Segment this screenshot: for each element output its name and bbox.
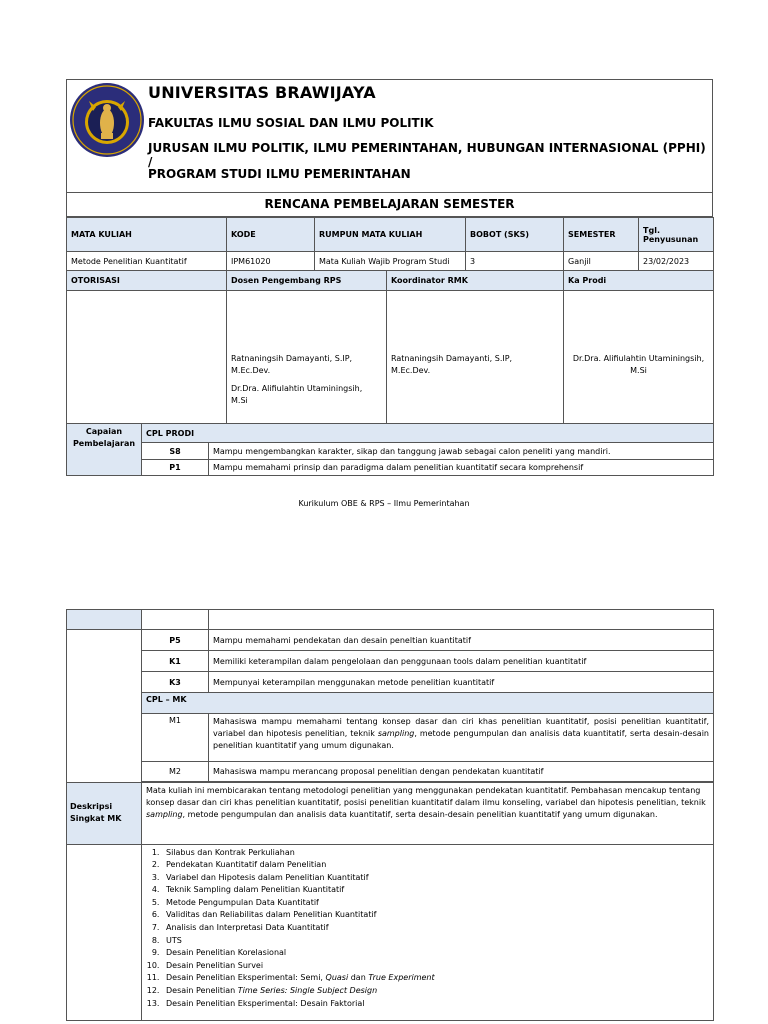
head-name: Dr.Dra. Alifiulahtin Utaminingsih, [572, 354, 705, 363]
continuation-code-cell [142, 610, 209, 630]
outcome-row-p5 [67, 630, 714, 651]
outcome-code: P5 [142, 630, 209, 651]
topic-item: 9. Desain Penelitian Korelasional [162, 947, 709, 960]
developer-1-title: M.Ec.Dev. [231, 366, 271, 375]
course-group: Mata Kuliah Wajib Program Studi [315, 252, 466, 271]
outcome-code: K1 [142, 651, 209, 672]
label-capaian: Capaian [85, 427, 123, 436]
topic-11-quasi: Quasi [325, 973, 349, 983]
learning-outcomes-table-p1 [66, 423, 714, 476]
topic-item: 7. Analisis dan Interpretasi Data Kuantitatif [162, 922, 709, 935]
outcome-text: Memiliki keterampilan dalam pengelolaan dan penggunaan tools dalam penelitian kuantitatif [209, 651, 714, 672]
course-date: 23/02/2023 [639, 252, 714, 271]
description-text-a: Mata kuliah ini membicarakan tentang metodologi penelitian yang menggunakan pendekatan kuantitatif. Pembahasan mencakup tentang konsep dasar dan ciri khas penelitian kuantitatif, posisi penelitian kuantitatif dalam ilmu konseling, variabel dan hipotesis penelitian, teknik [146, 785, 706, 807]
topic-11-true-experiment: True Experiment [368, 973, 435, 983]
topic-item: 13. Desain Penelitian Eksperimental: Desain Faktorial [162, 998, 709, 1011]
label-singkat-mk: Singkat MK [70, 814, 122, 823]
developer-2-title: M.Si [231, 396, 248, 405]
course-credits: 3 [466, 252, 564, 271]
course-semester: Ganjil [564, 252, 639, 271]
continuation-top-row [67, 610, 714, 630]
m2-code: M2 [142, 762, 209, 782]
head-signature [564, 291, 714, 424]
head-title: M.Si [630, 366, 647, 375]
header-kode: KODE [227, 218, 315, 252]
faculty-name: FAKULTAS ILMU SOSIAL DAN ILMU POLITIK [148, 116, 434, 130]
developer-2-name: Dr.Dra. Alifiulahtin Utaminingsih, [231, 384, 363, 393]
cpl-prodi-label: CPL PRODI [142, 424, 714, 443]
outcome-label-spacer [67, 630, 142, 783]
outcome-row-p1 [67, 460, 714, 476]
continuation-text-cell [209, 610, 714, 630]
label-deskripsi: Deskripsi [70, 802, 113, 811]
header-mata-kuliah: MATA KULIAH [67, 218, 227, 252]
otorisasi-empty [67, 291, 227, 424]
outcome-text: Mempunyai keterampilan menggunakan metode penelitian kuantitatif [209, 672, 714, 693]
topic-item [162, 985, 709, 998]
topic-list [146, 847, 709, 1011]
rps-header-block [66, 79, 713, 476]
outcome-row-k3 [67, 672, 714, 693]
header-dosen-pengembang: Dosen Pengembang RPS [227, 271, 387, 291]
outcome-code: K3 [142, 672, 209, 693]
coordinator-signature [387, 291, 564, 424]
outcome-row-s8 [67, 443, 714, 460]
header-tgl-penyusunan: Tgl. Penyusunan [639, 218, 714, 252]
developer-signatures [227, 291, 387, 424]
description-row [67, 782, 714, 844]
course-info-table [66, 217, 714, 424]
authorization-row [67, 291, 714, 424]
description-text-b: , metode pengumpulan dan analisis data kuantitatif, serta desain-desain penelitian kuantitatif yang umum digunakan. [182, 809, 658, 819]
topic-item: 4. Teknik Sampling dalam Penelitian Kuantitatif [162, 884, 709, 897]
outcome-code: S8 [142, 443, 209, 460]
topic-item [162, 972, 709, 985]
topic-item: 2. Pendekatan Kuantitatif dalam Penelitian [162, 859, 709, 872]
page-footer: Kurikulum OBE & RPS – Ilmu Pemerintahan [298, 499, 470, 508]
university-header [66, 79, 713, 192]
header-bobot: BOBOT (SKS) [466, 218, 564, 252]
topic-item: 1. Silabus dan Kontrak Perkuliahan [162, 847, 709, 860]
document-title: RENCANA PEMBELAJARAN SEMESTER [66, 192, 713, 217]
course-code: IPM61020 [227, 252, 315, 271]
header-rumpun: RUMPUN MATA KULIAH [315, 218, 466, 252]
university-name: UNIVERSITAS BRAWIJAYA [148, 83, 376, 102]
header-otorisasi: OTORISASI [67, 271, 227, 291]
topic-item: 6. Validitas dan Reliabilitas dalam Penelitian Kuantitatif [162, 909, 709, 922]
coordinator-name: Ratnaningsih Damayanti, S.IP, [391, 354, 513, 363]
outcome-code: P1 [142, 460, 209, 476]
m1-text-italic: sampling [377, 729, 415, 738]
coordinator-title: M.Ec.Dev. [391, 366, 431, 375]
description-text-italic: sampling [146, 809, 183, 819]
course-header-row [67, 218, 714, 252]
topic-item: 5. Metode Pengumpulan Data Kuantitatif [162, 897, 709, 910]
program-name: PROGRAM STUDI ILMU PEMERINTAHAN [148, 167, 411, 181]
cpl-prodi-row [67, 424, 714, 443]
authorization-header-row [67, 271, 714, 291]
topics-row [67, 844, 714, 1020]
topic-12-a: Desain Penelitian [166, 986, 238, 996]
outcome-row-k1 [67, 651, 714, 672]
university-logo [68, 81, 146, 159]
topic-12-italic: Time Series: Single Subject Design [237, 986, 378, 996]
m1-text-b: , metode pengumpulan dan analisis data kuantitatif, serta desain-desain penelitian kuantitatif yang umum digunakan. [213, 729, 709, 750]
m1-code: M1 [142, 714, 209, 762]
description-table [66, 782, 714, 1021]
topic-item: 3. Variabel dan Hipotesis dalam Penelitian Kuantitatif [162, 872, 709, 885]
outcome-row-m1 [67, 714, 714, 762]
outcome-text: Mampu mengembangkan karakter, sikap dan tanggung jawab sebagai calon peneliti yang mandiri. [209, 443, 714, 460]
m1-text [209, 714, 714, 762]
outcome-row-m2 [67, 762, 714, 782]
topics-cell [142, 844, 714, 1020]
topics-label-cell [67, 844, 142, 1020]
developer-1-name: Ratnaningsih Damayanti, S.IP, [231, 354, 353, 363]
topic-item: 10. Desain Penelitian Survei [162, 960, 709, 973]
topic-item: 8. UTS [162, 935, 709, 948]
course-value-row [67, 252, 714, 271]
header-koordinator-rmk: Koordinator RMK [387, 271, 564, 291]
course-name: Metode Penelitian Kuantitatif [67, 252, 227, 271]
header-semester: SEMESTER [564, 218, 639, 252]
cpl-mk-row [67, 693, 714, 714]
learning-outcomes-table-p2 [66, 609, 714, 783]
m1-text-a: Mahasiswa mampu memahami tentang konsep dasar dan ciri khas penelitian kuantitatif, posisi penelitian kuantitatif, variabel dan hipotesis penelitian, teknik [213, 717, 709, 738]
outcome-text: Mampu memahami pendekatan dan desain peneltian kuantitatif [209, 630, 714, 651]
learning-outcomes-label [67, 424, 142, 476]
department-name: JURUSAN ILMU POLITIK, ILMU PEMERINTAHAN, HUBUNGAN INTERNASIONAL (PPHI) / [148, 141, 706, 169]
topic-11-a: Desain Penelitian Eksperimental: Semi, [166, 973, 326, 983]
topic-11-b: dan [348, 973, 369, 983]
continuation-label-cell [67, 610, 142, 630]
description-text [142, 782, 714, 844]
label-pembelajaran: Pembelajaran [72, 439, 136, 448]
m2-text: Mahasiswa mampu merancang proposal penelitian dengan pendekatan kuantitatif [209, 762, 714, 782]
description-label [67, 782, 142, 844]
header-ka-prodi: Ka Prodi [564, 271, 714, 291]
outcome-text: Mampu memahami prinsip dan paradigma dalam penelitian kuantitatif secara komprehensif [209, 460, 714, 476]
cpl-mk-label: CPL – MK [142, 693, 714, 714]
rps-continuation-block [66, 609, 713, 1021]
